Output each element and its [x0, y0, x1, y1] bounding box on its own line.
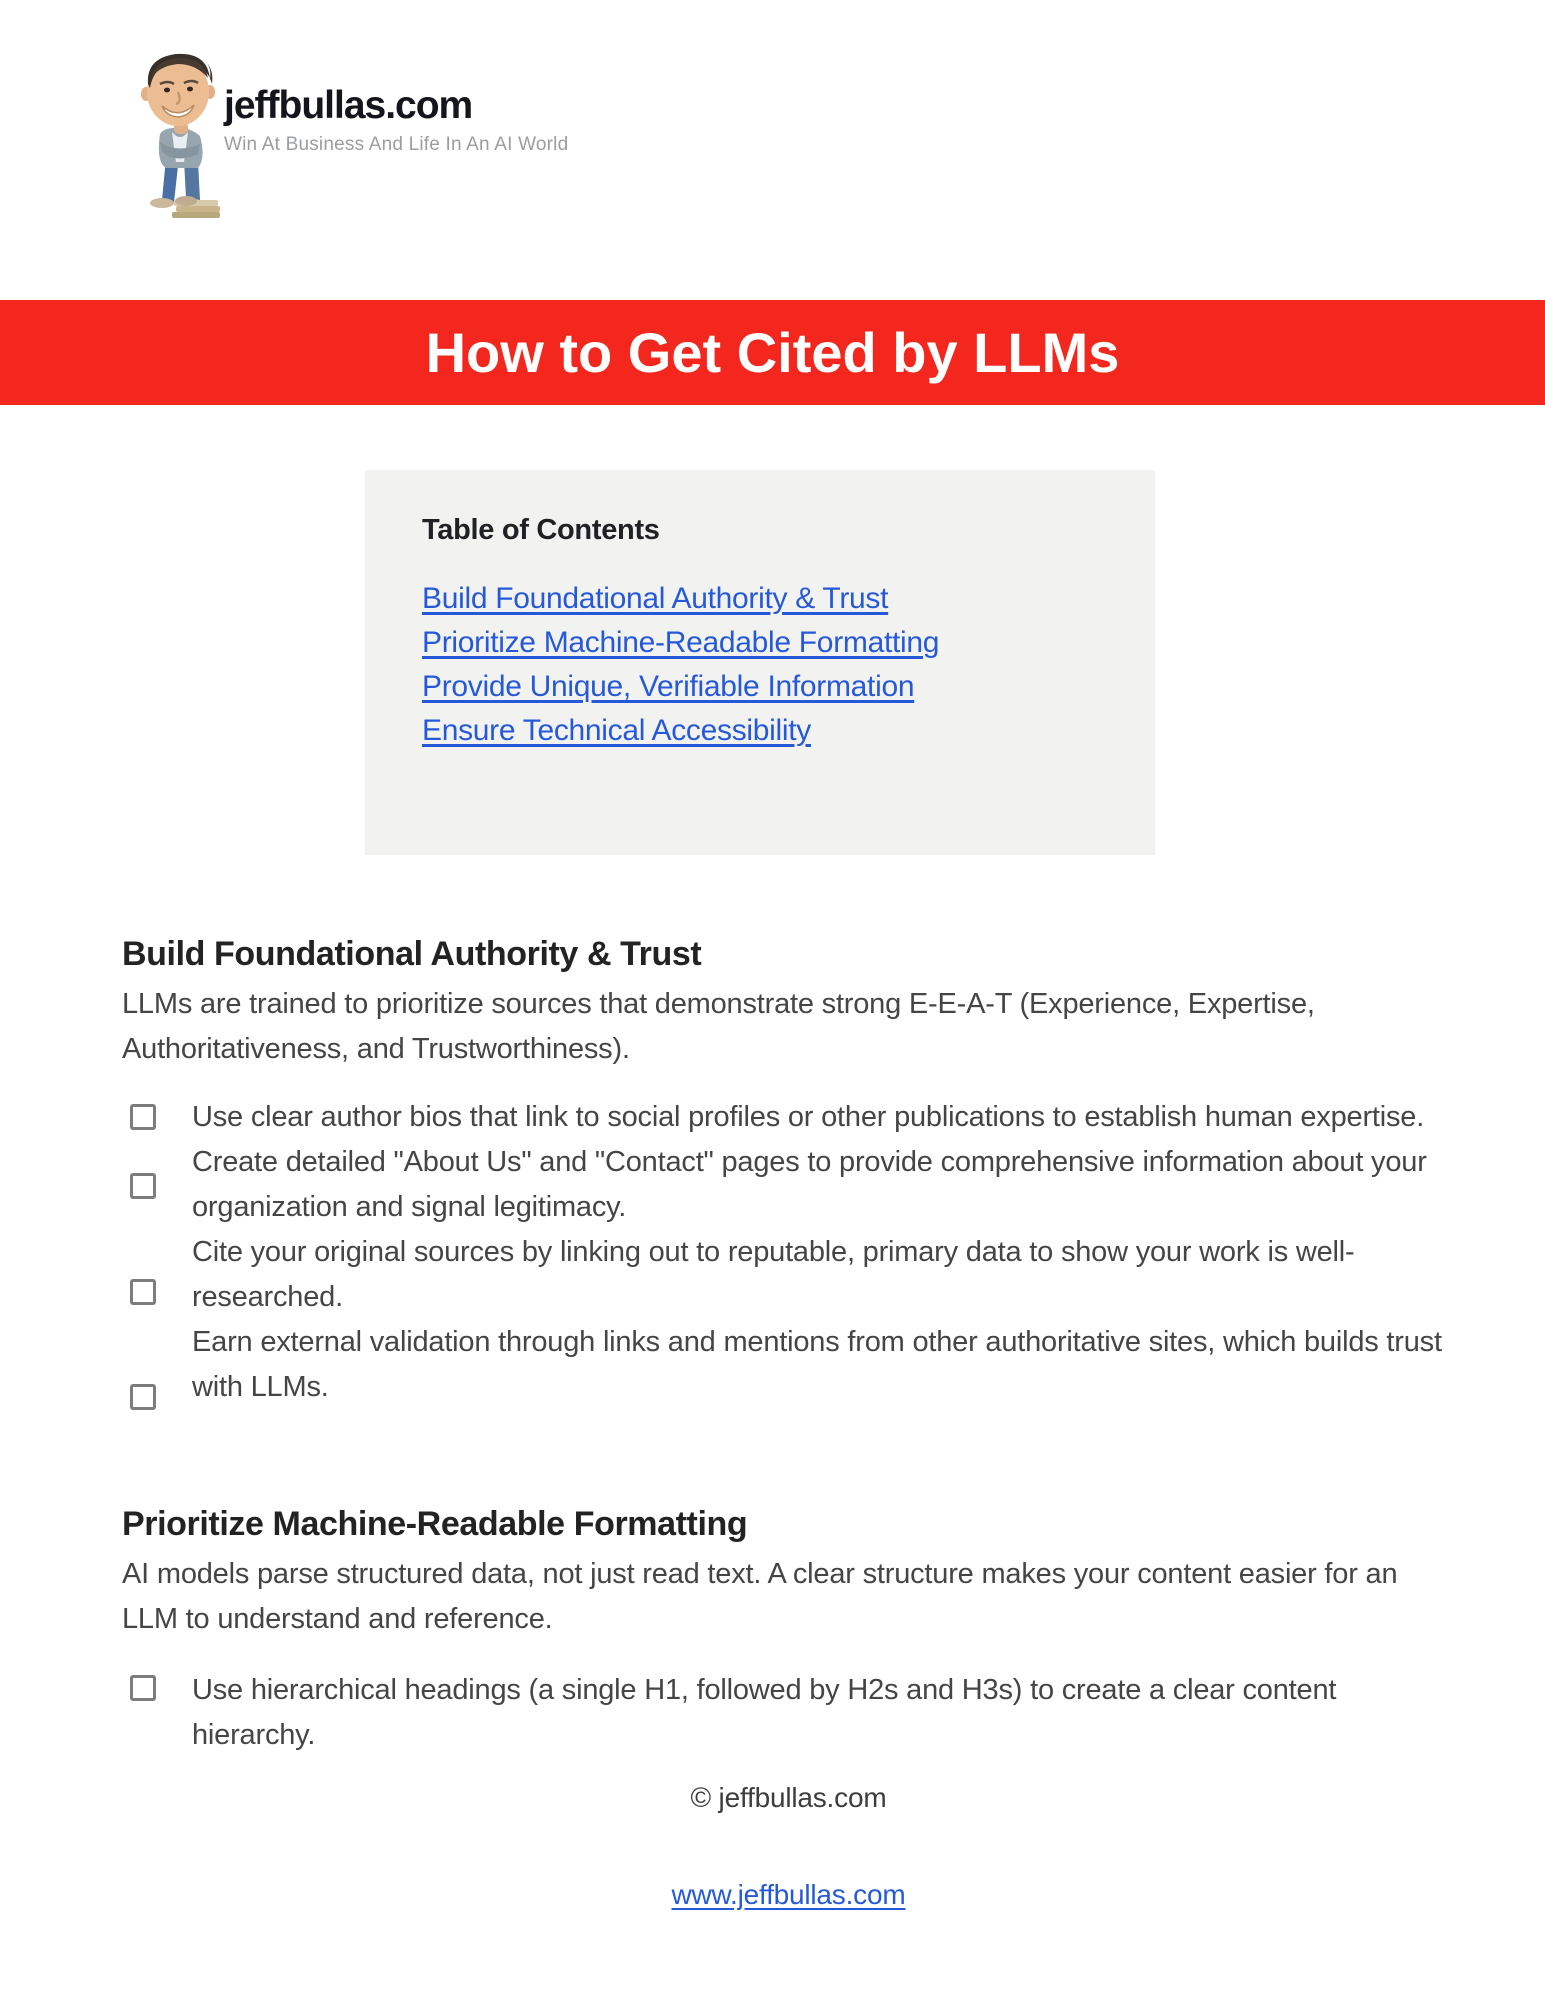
checklist [122, 1668, 1455, 1758]
checklist [122, 1095, 1455, 1410]
logo-site-name: jeffbullas.com [224, 84, 473, 127]
checkbox-icon[interactable] [130, 1675, 156, 1701]
checkbox-icon[interactable] [130, 1279, 156, 1305]
toc-link-prioritize-machine-readable[interactable]: Prioritize Machine-Readable Formatting [422, 626, 940, 659]
checklist-item-text: Use clear author bios that link to social profiles or other publications to establish human expertise. [192, 1100, 1425, 1133]
section-intro: AI models parse structured data, not just read text. A clear structure makes your content easier for an LLM to understand and reference. [122, 1557, 1398, 1635]
toc-heading: Table of Contents [422, 514, 660, 546]
checklist-item-text: Create detailed "About Us" and "Contact" pages to provide comprehensive information about your organization and signal legitimacy. [192, 1145, 1427, 1223]
page-header [0, 0, 1545, 300]
table-of-contents [365, 470, 1155, 855]
checklist-item-text: Cite your original sources by linking out to reputable, primary data to show your work is well-researched. [192, 1235, 1355, 1313]
title-banner [0, 300, 1545, 405]
website-link[interactable]: www.jeffbullas.com [671, 1878, 906, 1910]
checklist-item [122, 1230, 1455, 1320]
jeff-caricature-icon [126, 50, 226, 218]
copyright-text: © jeffbullas.com [690, 1781, 887, 1813]
page-footer [122, 1782, 1455, 1911]
logo-text-block [224, 86, 568, 156]
checkbox-icon[interactable] [130, 1384, 156, 1410]
checkbox-icon[interactable] [130, 1104, 156, 1130]
section-prioritize-machine-readable [122, 1504, 1455, 1758]
section-heading: Prioritize Machine-Readable Formatting [122, 1504, 748, 1543]
checklist-item [122, 1095, 1455, 1140]
section-heading: Build Foundational Authority & Trust [122, 935, 702, 973]
checklist-item [122, 1320, 1455, 1410]
checklist-item-text: Use hierarchical headings (a single H1, followed by H2s and H3s) to create a clear content hierarchy. [192, 1673, 1337, 1751]
checklist-item [122, 1668, 1455, 1758]
toc-link-build-foundational-authority[interactable]: Build Foundational Authority & Trust [422, 582, 889, 615]
logo-tagline: Win At Business And Life In An AI World [224, 134, 569, 155]
page-title: How to Get Cited by LLMs [425, 321, 1120, 384]
toc-link-ensure-technical-accessibility[interactable]: Ensure Technical Accessibility [422, 714, 811, 747]
checkbox-icon[interactable] [130, 1173, 156, 1199]
toc-link-list [422, 577, 1115, 753]
section-intro: LLMs are trained to prioritize sources that demonstrate strong E-E-A-T (Experience, Expertise, Authoritativeness, and Trustworthiness). [122, 987, 1315, 1065]
checklist-item [122, 1140, 1455, 1230]
section-build-foundational-authority [122, 934, 1455, 1410]
checklist-item-text: Earn external validation through links and mentions from other authoritative sites, which builds trust with LLMs. [192, 1325, 1442, 1403]
main-content [0, 934, 1545, 1911]
toc-link-provide-unique-verifiable[interactable]: Provide Unique, Verifiable Information [422, 670, 915, 703]
